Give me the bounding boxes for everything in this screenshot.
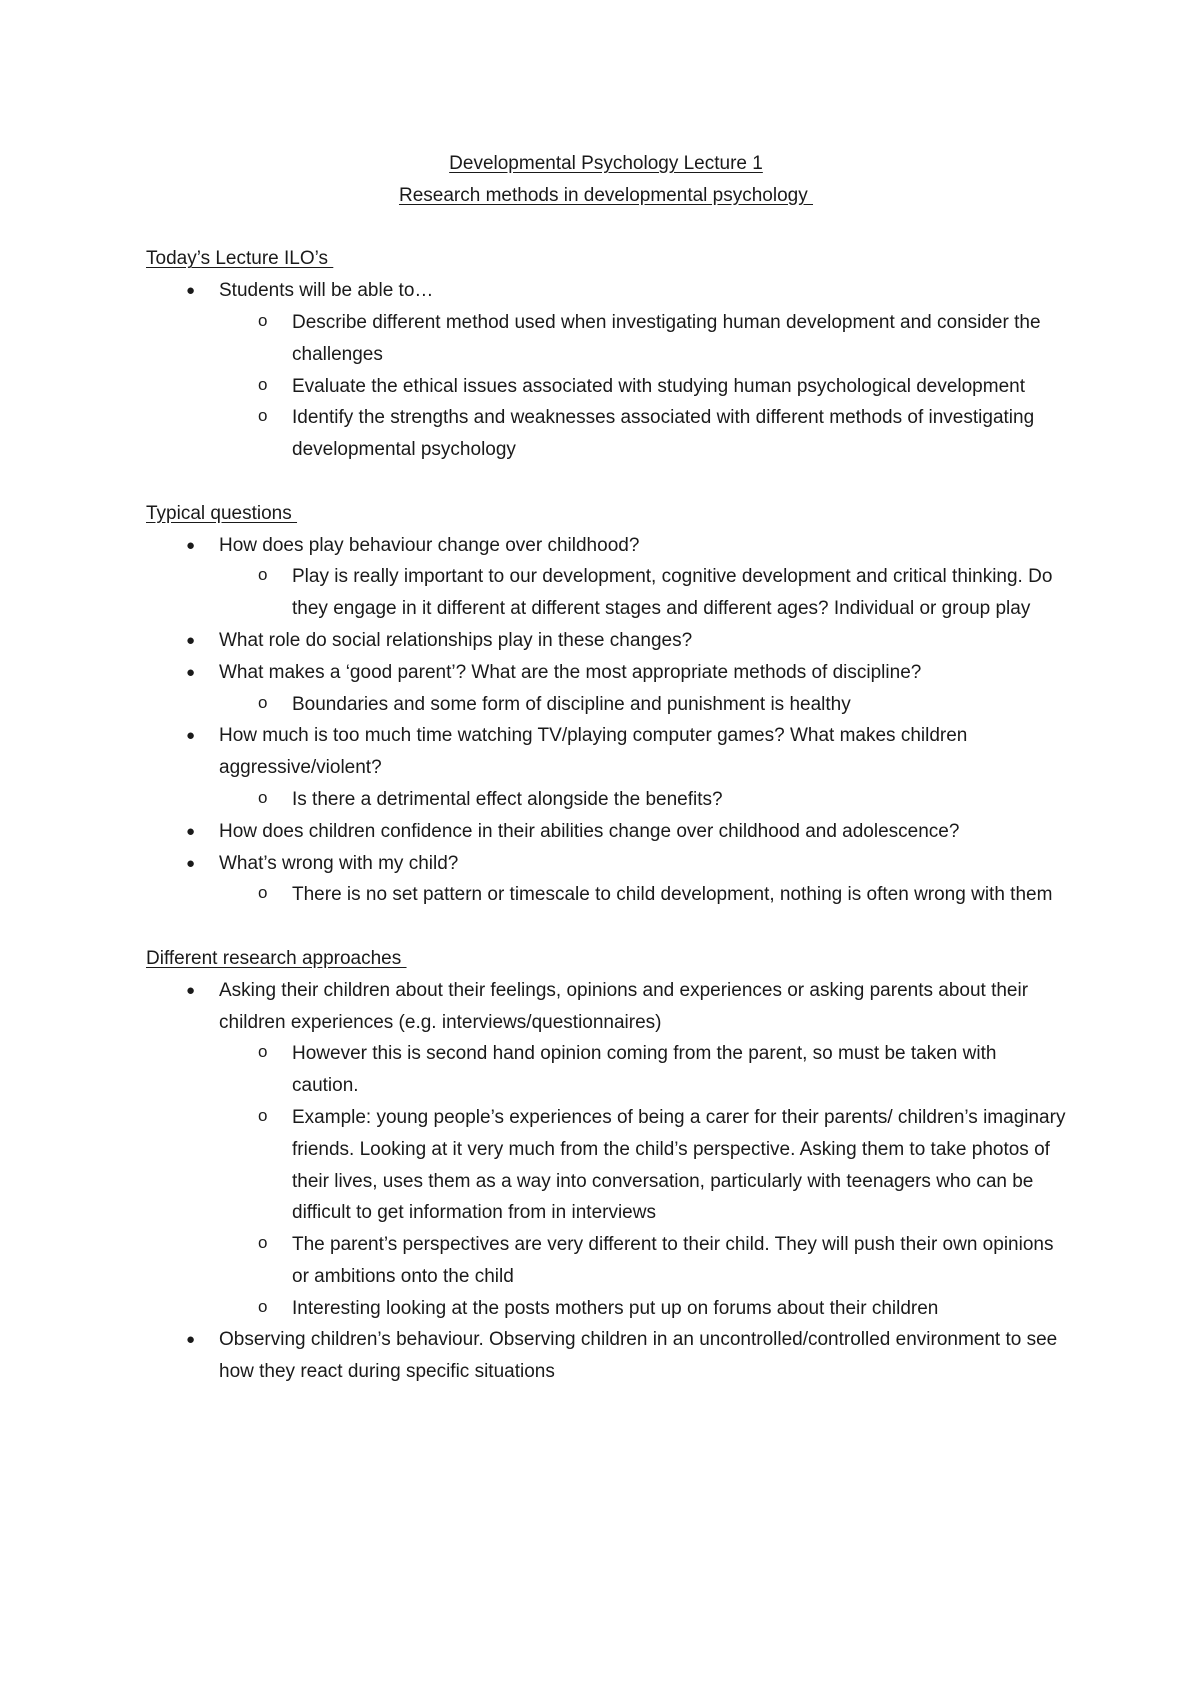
sub-list-item-text: Is there a detrimental effect alongside the benefits? <box>292 788 723 810</box>
bullet-icon: ● <box>186 854 196 872</box>
sub-list-item-text: There is no set pattern or timescale to child development, nothing is often wrong with them <box>292 884 1053 906</box>
document-title: Developmental Psychology Lecture 1 <box>449 153 763 174</box>
list-item <box>146 275 1066 307</box>
sub-list-item <box>146 1038 1066 1102</box>
sub-bullet-icon: o <box>258 787 268 807</box>
list-item-text: Students will be able to… <box>219 280 434 302</box>
bullet-icon: ● <box>186 631 196 649</box>
spacer <box>146 911 1066 943</box>
sub-list-item-text: Identify the strengths and weaknesses associated with different methods of investigating developmental psychology <box>292 407 1035 461</box>
list-item <box>146 530 1066 562</box>
sub-list-item <box>146 307 1066 371</box>
bullet-list <box>146 530 1066 912</box>
sub-list-item <box>146 689 1066 721</box>
bullet-icon: ● <box>186 536 196 554</box>
bullet-icon: ● <box>186 1331 196 1349</box>
sub-list-item <box>146 1293 1066 1325</box>
list-item <box>146 657 1066 689</box>
list-item <box>146 975 1066 1039</box>
bullet-icon: ● <box>186 822 196 840</box>
sub-list-item-text: Evaluate the ethical issues associated with studying human psychological development <box>292 375 1025 397</box>
sub-list-item <box>146 879 1066 911</box>
sub-bullet-icon: o <box>258 1233 268 1253</box>
list-item-text: What makes a ‘good parent’? What are the most appropriate methods of discipline? <box>219 661 922 683</box>
sub-bullet-icon: o <box>258 1105 268 1125</box>
sub-bullet-icon: o <box>258 406 268 426</box>
sections-container <box>146 243 1066 1388</box>
sub-bullet-icon: o <box>258 1296 268 1316</box>
list-item <box>146 625 1066 657</box>
sub-list-item-text: However this is second hand opinion coming from the parent, so must be taken with caution. <box>292 1043 997 1097</box>
sub-list-item <box>146 784 1066 816</box>
document-body <box>146 148 1066 1388</box>
list-item-text: How does play behaviour change over childhood? <box>219 534 640 556</box>
sub-list-item <box>146 402 1066 466</box>
list-item-text: Observing children’s behaviour. Observing children in an uncontrolled/controlled environment to see how they react during specific situations <box>219 1329 1058 1383</box>
sub-bullet-icon: o <box>258 883 268 903</box>
sub-list-item <box>146 371 1066 403</box>
section-heading: Typical questions <box>146 502 298 524</box>
spacer <box>146 466 1066 498</box>
section-heading: Today’s Lecture ILO’s <box>146 248 334 270</box>
sub-list-item-text: Example: young people’s experiences of being a carer for their parents/ children’s imaginary friends. Looking at it very much from the child’s perspective. Asking them to take photos of their lives, uses them as a way into conversation, particularly with teenagers who can be difficult to get information from in interviews <box>292 1106 1066 1224</box>
list-item-text: Asking their children about their feelings, opinions and experiences or asking parents about their children experiences (e.g. interviews/questionnaires) <box>219 979 1029 1033</box>
sub-list-item-text: The parent’s perspectives are very different to their child. They will push their own opinions or ambitions onto the child <box>292 1234 1054 1287</box>
list-item <box>146 720 1066 784</box>
bullet-icon: ● <box>186 663 196 681</box>
bullet-icon: ● <box>186 981 196 999</box>
list-item <box>146 816 1066 848</box>
list-item-text: How does children confidence in their abilities change over childhood and adolescence? <box>219 820 960 842</box>
sub-list-item-text: Describe different method used when investigating human development and consider the challenges <box>292 311 1041 365</box>
sub-list-item <box>146 1102 1066 1229</box>
spacer <box>146 212 1066 244</box>
bullet-list <box>146 975 1066 1388</box>
bullet-list <box>146 275 1066 466</box>
sub-bullet-icon: o <box>258 692 268 712</box>
document-subtitle: Research methods in developmental psychology <box>398 184 813 206</box>
bullet-icon: ● <box>186 282 196 300</box>
section-heading: Different research approaches <box>146 947 407 969</box>
list-item-text: What role do social relationships play in these changes? <box>219 629 693 651</box>
list-item-text: How much is too much time watching TV/playing computer games? What makes children aggressive/violent? <box>219 725 968 779</box>
list-item <box>146 848 1066 880</box>
sub-bullet-icon: o <box>258 565 268 585</box>
bullet-icon: ● <box>186 727 196 745</box>
list-item-text: What’s wrong with my child? <box>219 852 459 874</box>
sub-list-item <box>146 1229 1066 1293</box>
list-item <box>146 1324 1066 1388</box>
sub-bullet-icon: o <box>258 1042 268 1062</box>
sub-bullet-icon: o <box>258 310 268 330</box>
sub-list-item <box>146 561 1066 625</box>
sub-list-item-text: Play is really important to our development, cognitive development and critical thinking. Do they engage in it different at different stages and different ages? Individual or group play <box>292 566 1053 620</box>
sub-list-item-text: Interesting looking at the posts mothers put up on forums about their children <box>292 1297 939 1319</box>
sub-bullet-icon: o <box>258 374 268 394</box>
sub-list-item-text: Boundaries and some form of discipline and punishment is healthy <box>292 693 851 715</box>
